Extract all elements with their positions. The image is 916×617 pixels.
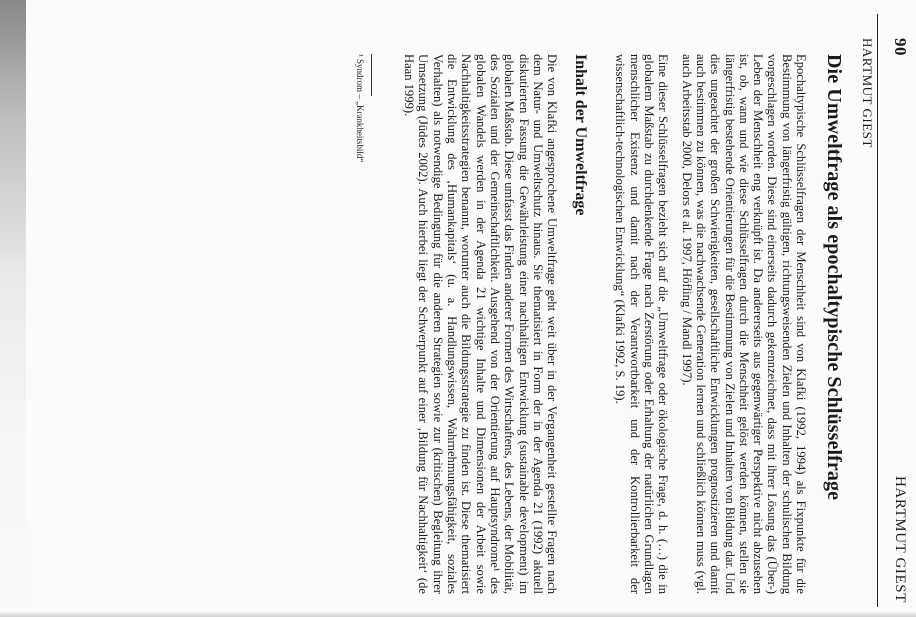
- scan-edge-shade: [0, 611, 916, 617]
- page-number: 90: [891, 38, 910, 56]
- page-header: [877, 14, 912, 607]
- footnote: ¹ Syndrom – „Krankheitsbild“: [354, 54, 365, 163]
- chapter-title: Die Umweltfrage als epochaltypische Schlüsselfrage: [823, 54, 845, 501]
- chapter-paragraph-1: Epochaltypische Schlüsselfragen der Menschheit sind von Klafki (1992, 1994) als Fixpunkte für die Bestimmung von längerfristig gültigen, richtungsweisenden Zielen und Inhalten der schulischen Bildung vorgeschlagen worden. Diese sind einerseits dadurch gekennzeichnet, dass mit ihrer Lösung das (Über-) Leben der Menschheit eng verknüpft ist. Da andererseits aus gegenwärtiger Perspektive nicht abzusehen ist, ob, wann und wie diese Schlüsselfragen durch die Menschheit gelöst werden können, stellen sie längerfristig bestehende Orientierungen für die Bestimmung von Zielen und Inhalten von Bildung dar. Und dies ungeachtet der großen Schwierigkeiten, gesellschaftliche Entwicklungen prognostizieren und damit auch bestimmen zu können, was die nachwachsende Generation lernen und schließlich können muss (vgl. auch Arbeitsstab 2000, Delors et al. 1997, Höfling / Mandl 1997).: [679, 54, 808, 595]
- page-content: [354, 54, 870, 594]
- chapter-paragraph-2: Eine dieser Schlüsselfragen bezieht sich auf die „Umweltfrage oder ökologische Frage, d. h. (…) die in globalem Maßstab zu durchdenkende Frage nach Zerstörung oder Erhaltung der natürlichen Grundlagen menschlicher Existenz und damit nach der Verantwortbarkeit und der Kontrollierbarkeit der wissenschaftlich-technologischen Entwicklung“ (Klafki 1992, S. 19).: [613, 54, 671, 594]
- running-head: HARTMUT GIEST: [892, 475, 908, 603]
- section-title: Inhalt der Umweltfrage: [572, 54, 590, 216]
- section-paragraph: Die von Klafki angesprochene Umweltfrage geht weit über in der Vergangenheit gestellte Fragen nach dem Natur- und Umweltschutz hinaus. Sie thematisiert in Form der in der Agenda 21 (1992) aktuell diskutierten Fassung die Gewährleistung einer nachhaltigen Entwicklung (sustainable development) im globalen Maßstab. Diese umfasst das Finden anderer Formen des Wirtschaftens, des Lebens, der Mobilität, des Sozialen und der Gemeinschaftlichkeit. Ausgehend von der Orientierung auf Hauptsyndrome¹ des globalen Wandels werden in der Agenda 21 wichtige Inhalte und Dimensionen der Arbeit sowie Nachhaltigkeitsstrategien benannt, worunter auch die Bildungsstrategie zu finden ist. Diese thematisiert die Entwicklung des ‚Humankapitals‘ (u. a. Handlungswissen, Wahrnehmungsfähigkeit, soziales Verhalten) als notwendige Bedingung für die anderen Strategien sowie zur (kritischen) Begleitung ihrer Umsetzung (Jüdes 2002). Auch hierbei liegt der Schwerpunkt auf einer ‚Bildung für Nachhaltigkeit‘ (de Haan 1999).: [402, 54, 560, 594]
- scan-binding-shadow: [0, 0, 26, 617]
- footnote-divider: [371, 54, 372, 96]
- author-running-head: HARTMUT GIEST: [860, 38, 875, 148]
